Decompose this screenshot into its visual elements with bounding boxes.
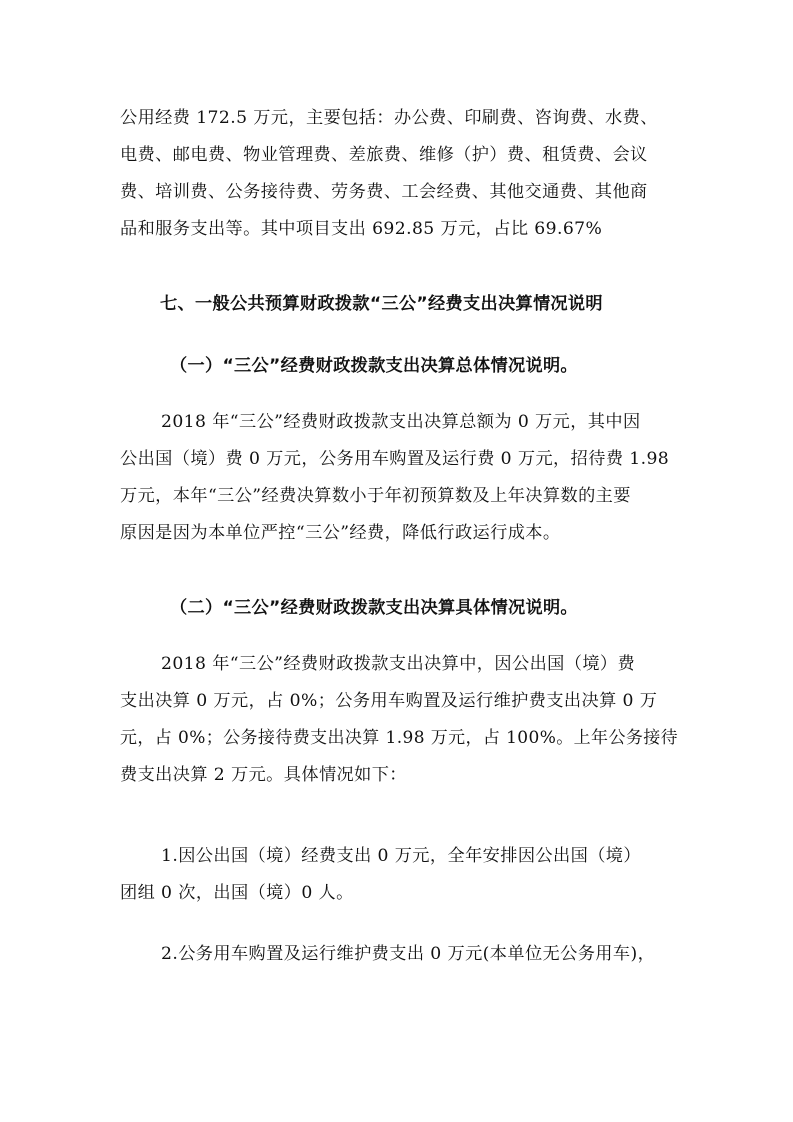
intro-paragraph (120, 100, 678, 248)
text-line: 品和服务支出等。其中项目支出 692.85 万元，占比 69.67% (120, 219, 603, 239)
text-line: 费、培训费、公务接待费、劳务费、工会经费、其他交通费、其他商 (120, 182, 648, 202)
subsection-2-heading: （二）“三公”经费财政拨款支出决算具体情况说明。 (170, 598, 578, 618)
text-line: 万元，本年“三公”经费决算数小于年初预算数及上年决算数的主要 (120, 486, 631, 506)
subsection-2-paragraph (120, 646, 678, 794)
section-heading: 七、一般公共预算财政拨款“三公”经费支出决算情况说明 (160, 294, 603, 314)
text-line: 支出决算 0 万元，占 0%；公务用车购置及运行维护费支出决算 0 万 (120, 691, 658, 711)
text-line: 2018 年“三公”经费财政拨款支出决算中，因公出国（境）费 (161, 654, 636, 674)
text-line: 原因是因为本单位严控“三公”经费，降低行政运行成本。 (120, 523, 561, 543)
text-line: 2018 年“三公”经费财政拨款支出决算总额为 0 万元，其中因 (161, 412, 641, 432)
list-item-1 (120, 838, 678, 912)
text-line: 电费、邮电费、物业管理费、差旅费、维修（护）费、租赁费、会议 (120, 145, 648, 165)
text-line: 团组 0 次，出国（境）0 人。 (120, 883, 354, 903)
text-line: 元，占 0%；公务接待费支出决算 1.98 万元，占 100%。上年公务接待 (120, 728, 679, 748)
subsection-1-paragraph (120, 404, 678, 552)
subsection-1-heading: （一）“三公”经费财政拨款支出决算总体情况说明。 (170, 356, 578, 376)
text-line: 费支出决算 2 万元。具体情况如下： (120, 765, 407, 785)
text-line: 2.公务用车购置及运行维护费支出 0 万元(本单位无公务用车)， (161, 944, 656, 964)
text-line: 公用经费 172.5 万元，主要包括：办公费、印刷费、咨询费、水费、 (120, 108, 658, 128)
text-line: 1.因公出国（境）经费支出 0 万元，全年安排因公出国（境） (161, 846, 641, 866)
list-item-2 (120, 936, 678, 973)
text-line: 公出国（境）费 0 万元，公务用车购置及运行费 0 万元，招待费 1.98 (120, 449, 670, 469)
